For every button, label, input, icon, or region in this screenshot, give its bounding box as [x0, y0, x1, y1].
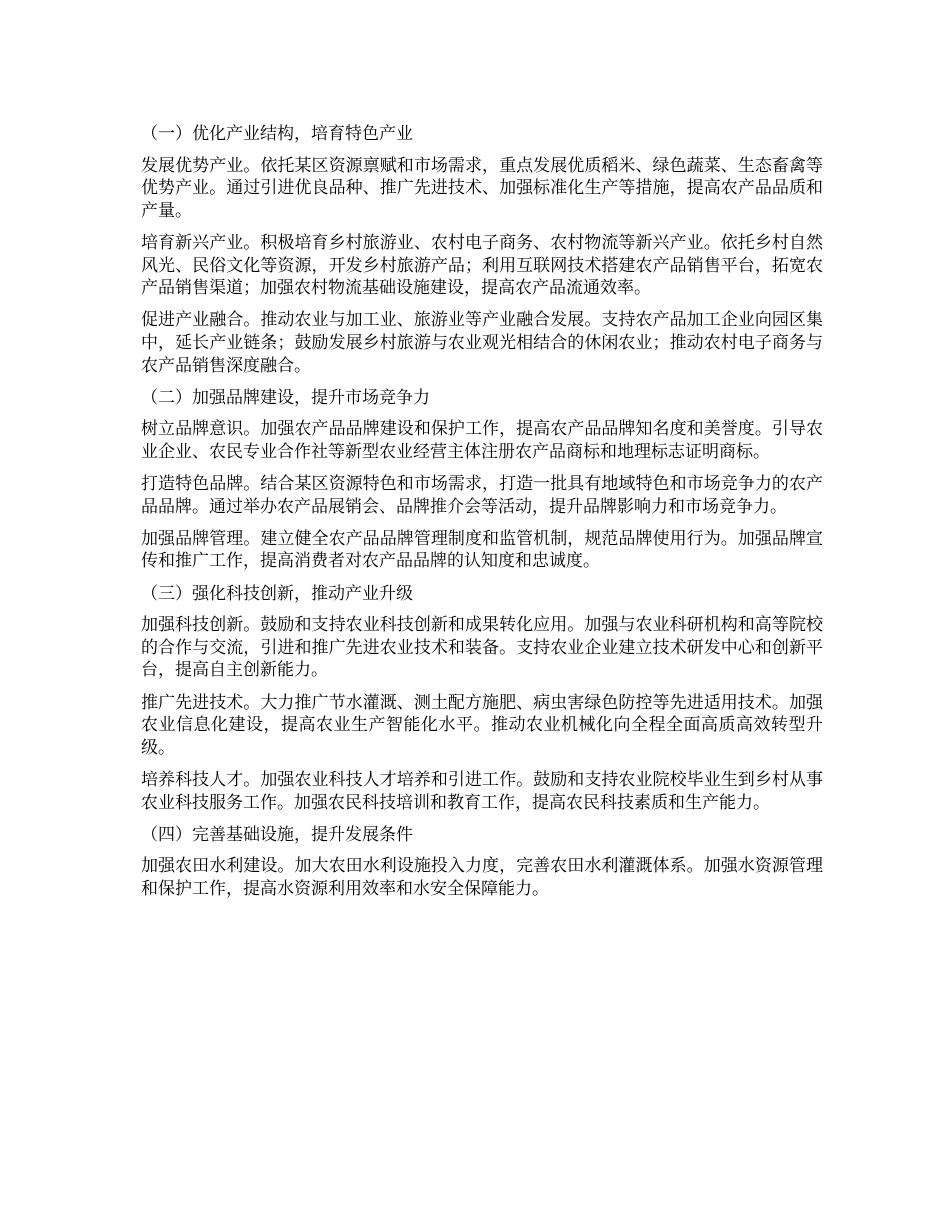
paragraph: 培养科技人才。加强农业科技人才培养和引进工作。鼓励和支持农业院校毕业生到乡村从事农业科技服务工作。加强农民科技培训和教育工作，提高农民科技素质和生产能力。	[141, 770, 823, 813]
paragraph: 促进产业融合。推动农业与加工业、旅游业等产业融合发展。支持农产品加工企业向园区集中，延长产业链条；鼓励发展乡村旅游与农业观光相结合的休闲农业；推动农村电子商务与农产品销售深度融合。	[141, 310, 823, 376]
section-1	[141, 123, 823, 377]
paragraph: 加强科技创新。鼓励和支持农业科技创新和成果转化应用。加强与农业科研机构和高等院校的合作与交流，引进和推广先进农业技术和装备。支持农业企业建立技术研发中心和创新平台，提高自主创新能力。	[141, 615, 823, 681]
paragraph: 树立品牌意识。加强农产品品牌建设和保护工作，提高农产品品牌知名度和美誉度。引导农业企业、农民专业合作社等新型农业经营主体注册农产品商标和地理标志证明商标。	[141, 419, 823, 462]
paragraph: 加强农田水利建设。加大农田水利设施投入力度，完善农田水利灌溉体系。加强水资源管理和保护工作，提高水资源利用效率和水安全保障能力。	[141, 856, 823, 899]
section-2	[141, 387, 823, 573]
section-heading: （三）强化科技创新，推动产业升级	[141, 583, 413, 604]
section-4	[141, 824, 823, 901]
section-heading: （二）加强品牌建设，提升市场竞争力	[141, 387, 430, 408]
document-body	[141, 123, 823, 910]
section-3	[141, 583, 823, 815]
section-heading: （一）优化产业结构，培育特色产业	[141, 124, 413, 144]
section-heading: （四）完善基础设施，提升发展条件	[141, 824, 413, 845]
paragraph: 培育新兴产业。积极培育乡村旅游业、农村电子商务、农村物流等新兴产业。依托乡村自然风光、民俗文化等资源，开发乡村旅游产品；利用互联网技术搭建农产品销售平台，拓宽农产品销售渠道；加强农村物流基础设施建设，提高农产品流通效率。	[141, 232, 823, 299]
paragraph: 打造特色品牌。结合某区资源特色和市场需求，打造一批具有地域特色和市场竞争力的农产品品牌。通过举办农产品展销会、品牌推介会等活动，提升品牌影响力和市场竞争力。	[141, 474, 823, 517]
paragraph: 推广先进技术。大力推广节水灌溉、测土配方施肥、病虫害绿色防控等先进适用技术。加强农业信息化建设，提高农业生产智能化水平。推动农业机械化向全程全面高质高效转型升级。	[141, 692, 823, 758]
paragraph: 发展优势产业。依托某区资源禀赋和市场需求，重点发展优质稻米、绿色蔬菜、生态畜禽等优势产业。通过引进优良品种、推广先进技术、加强标准化生产等措施，提高农产品品质和产量。	[141, 155, 823, 221]
paragraph: 加强品牌管理。建立健全农产品品牌管理制度和监管机制，规范品牌使用行为。加强品牌宣传和推广工作，提高消费者对农产品品牌的认知度和忠诚度。	[141, 528, 823, 572]
